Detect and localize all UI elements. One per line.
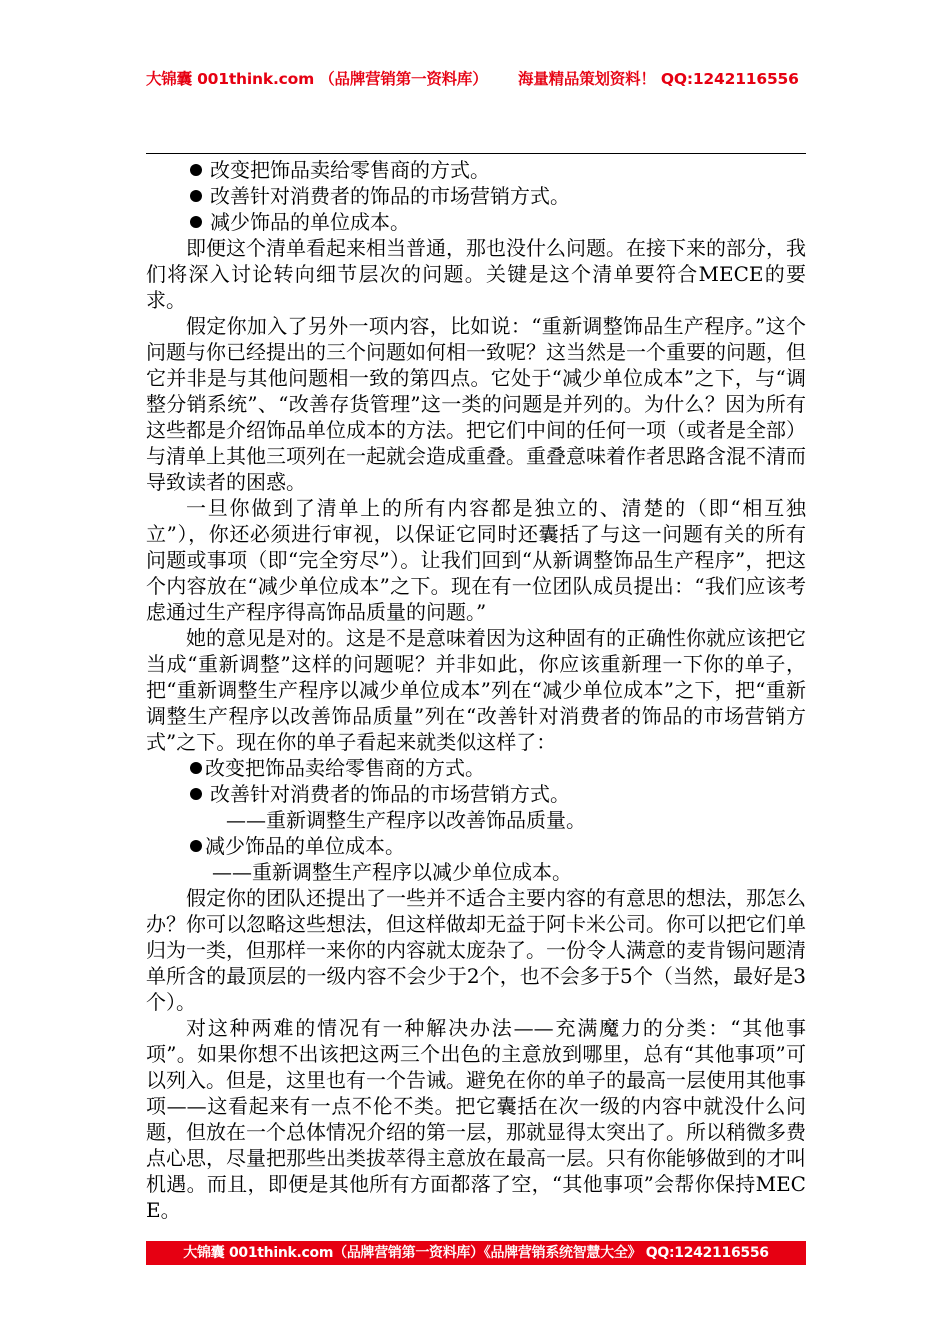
header-right-text: 海量精品策划资料！ QQ:1242116556: [518, 70, 799, 88]
bullet-item: 改善针对消费者的饰品的市场营销方式。: [146, 183, 806, 209]
bullet-item: 改变把饰品卖给零售商的方式。: [146, 157, 806, 183]
bullet-item: 改善针对消费者的饰品的市场营销方式。: [146, 781, 806, 807]
header-divider: [146, 153, 806, 154]
header-left-text: 大锦囊 001think.com （品牌营销第一资料库）: [146, 70, 488, 88]
document-body: [146, 157, 806, 1223]
paragraph: 假定你加入了另外一项内容，比如说：“重新调整饰品生产程序。”这个问题与你已经提出的三个问题如何相一致呢？这当然是一个重要的问题，但它并非是与其他问题相一致的第四点。它处于“减少单位成本”之下，与“调整分销系统”、“改善存货管理”这一类的问题是并列的。为什么？因为所有这些都是介绍饰品单位成本的方法。把它们中间的任何一项（或者是全部）与清单上其他三项列在一起就会造成重叠。重叠意味着作者思路含混不清而导致读者的困惑。: [146, 314, 806, 494]
bullet-icon: [190, 762, 202, 774]
bullet-item: 改变把饰品卖给零售商的方式。: [146, 755, 806, 781]
paragraph: 即便这个清单看起来相当普通，那也没什么问题。在接下来的部分，我们将深入讨论转向细节层次的问题。关键是这个清单要符合MECE的要求。: [146, 236, 806, 312]
paragraph: 对这种两难的情况有一种解决办法——充满魔力的分类：“其他事项”。如果你想不出该把这两三个出色的主意放到哪里，总有“其他事项”可以列入。但是，这里也有一个告诫。避免在你的单子的最高一层使用其他事项——这看起来有一点不伦不类。把它囊括在次一级的内容中就没什么问题，但放在一个总体情况介绍的第一层，那就显得太突出了。所以稍微多费点心思，尽量把那些出类拔萃得主意放在最高一层。只有你能够做到的才叫机遇。而且，即便是其他所有方面都落了空，“其他事项”会帮你保持MECE。: [146, 1016, 806, 1222]
sub-item: ——重新调整生产程序以改善饰品质量。: [226, 808, 586, 832]
paragraph: 她的意见是对的。这是不是意味着因为这种固有的正确性你就应该把它当成“重新调整”这样的问题呢？并非如此，你应该重新理一下你的单子，把“重新调整生产程序以减少单位成本”列在“减少单位成本”之下，把“重新调整生产程序以改善饰品质量”列在“改善针对消费者的饰品的市场营销方式”之下。现在你的单子看起来就类似这样了：: [146, 626, 806, 754]
bullet-item: 减少饰品的单位成本。: [146, 209, 806, 235]
bullet-icon: [190, 164, 202, 176]
paragraph: 一旦你做到了清单上的所有内容都是独立的、清楚的（即“相互独立”），你还必须进行审视，以保证它同时还囊括了与这一问题有关的所有问题或事项（即“完全穷尽”）。让我们回到“从新调整饰品生产程序”，把这个内容放在“减少单位成本”之下。现在有一位团队成员提出：“我们应该考虑通过生产程序得高饰品质量的问题。”: [146, 496, 806, 624]
page-header: [146, 68, 806, 90]
bullet-icon: [190, 216, 202, 228]
bullet-icon: [190, 190, 202, 202]
sub-item: ——重新调整生产程序以减少单位成本。: [212, 860, 572, 884]
bullet-item: 减少饰品的单位成本。: [146, 833, 806, 859]
paragraph: 假定你的团队还提出了一些并不适合主要内容的有意思的想法，那怎么办？你可以忽略这些想法，但这样做却无益于阿卡米公司。你可以把它们单归为一类，但那样一来你的内容就太庞杂了。一份令人满意的麦肯锡问题清单所含的最顶层的一级内容不会少于2个，也不会多于5个（当然，最好是3个）。: [146, 886, 806, 1014]
bullet-icon: [190, 840, 202, 852]
page-footer-banner: 大锦囊 001think.com（品牌营销第一资料库）《品牌营销系统智慧大全》 QQ:1242116556: [146, 1241, 806, 1265]
bullet-icon: [190, 788, 202, 800]
